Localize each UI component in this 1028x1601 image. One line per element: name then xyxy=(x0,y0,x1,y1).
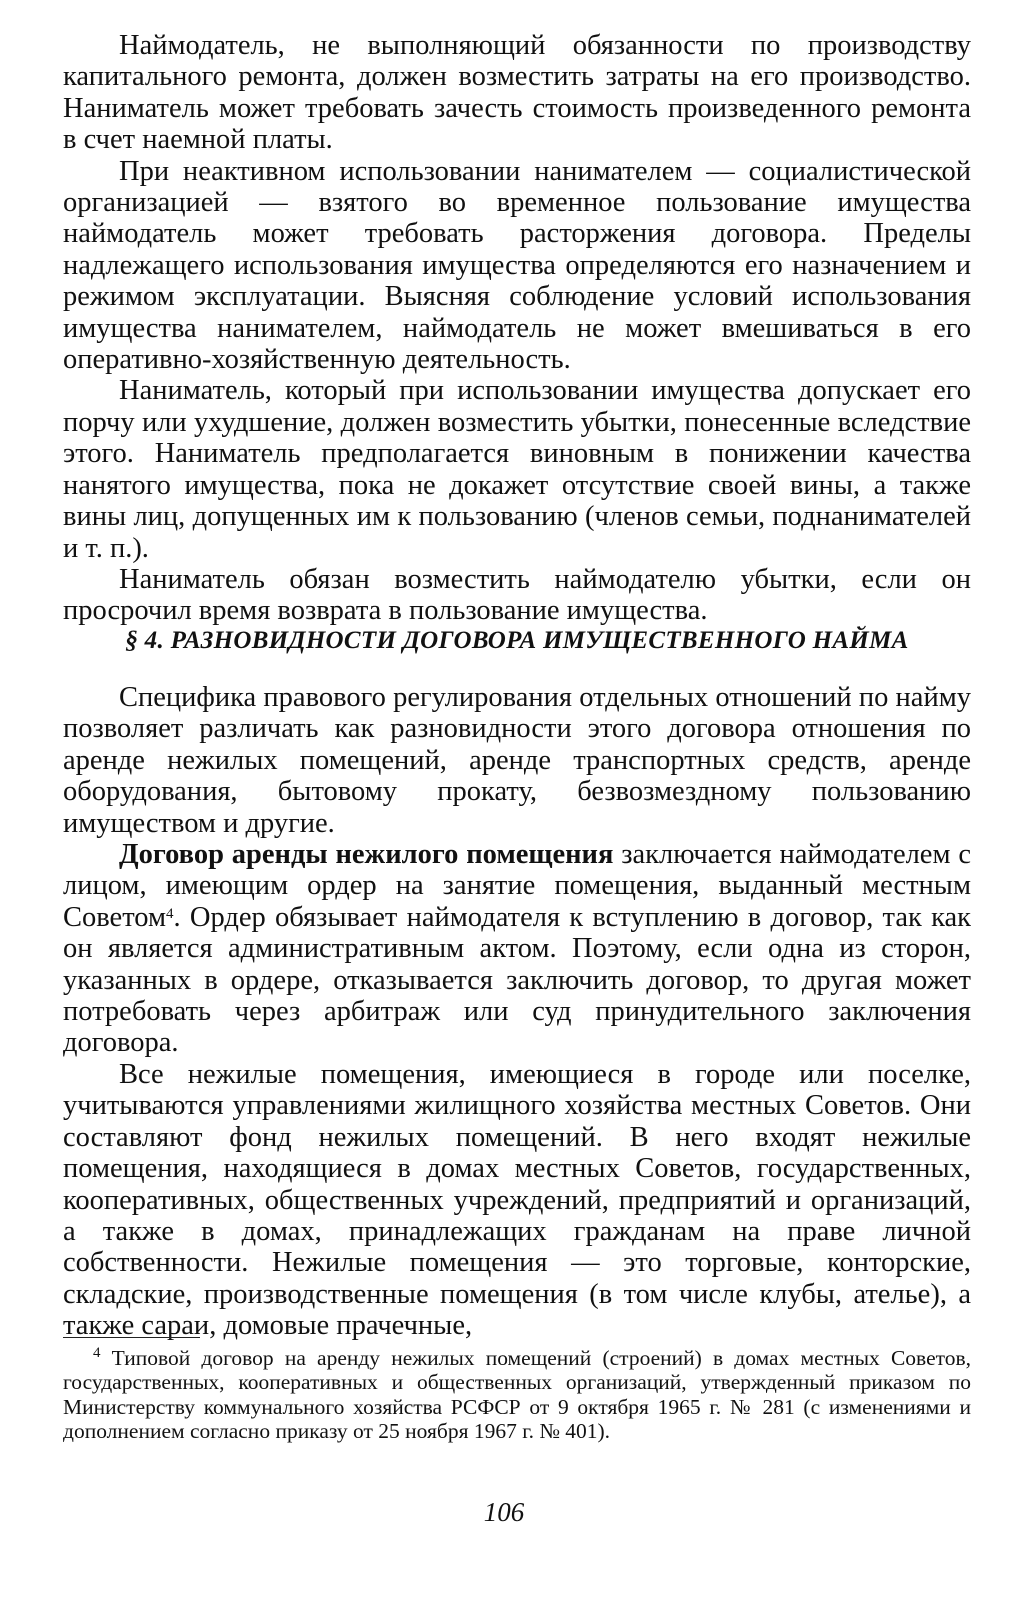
paragraph-capital-repair: Наймодатель, не выполняющий обязанности по производству капитального ремонта, должен возместить затраты на его производство. Наниматель может требовать зачесть стоимость произведенного ремонта в счет наемной платы. xyxy=(63,30,971,156)
footnote-reference[interactable]: 4 xyxy=(166,905,174,922)
footnote-text: Типовой договор на аренду нежилых помещений (строений) в домах местных Советов, государственных, кооперативных и общественных организаций, утвержденный приказом по Министерству коммунального хозяйства РСФСР от 9 октября 1965 г. № 281 (с изменениями и дополнением согласно приказу от 25 ноября 1967 г. № 401). xyxy=(63,1346,971,1444)
footnote xyxy=(63,1346,971,1444)
term-nonresidential-lease: Договор аренды нежилого помещения xyxy=(119,839,614,871)
paragraph-nonresidential-lease-part-a: заключается наймодателем с лицом, имеющим ордер на занятие помещения, выданный местным Советом xyxy=(63,839,971,933)
footnote-marker: 4 xyxy=(93,1345,101,1361)
paragraph-late-return: Наниматель обязан возместить наймодателю убытки, если он просрочил время возврата в пользование имущества. xyxy=(63,563,971,627)
book-page xyxy=(63,30,971,1527)
section-body xyxy=(63,682,971,1342)
section-heading: § 4. РАЗНОВИДНОСТИ ДОГОВОРА ИМУЩЕСТВЕННОГО НАЙМА xyxy=(125,627,909,654)
paragraph-nonresidential-lease xyxy=(63,839,971,1059)
page-number: 106 xyxy=(483,1497,525,1527)
paragraph-inactive-use: При неактивном использовании нанимателем — социалистической организацией — взятого во временное пользование имущества наймодатель может требовать расторжения договора. Пределы надлежащего использования имущества определяются его назначением и режимом эксплуатации. Выясняя соблюдение условий использования имущества нанимателем, наймодатель не может вмешиваться в его оперативно-хозяйственную деятельность. xyxy=(63,155,971,376)
paragraph-lease-kinds: Специфика правового регулирования отдельных отношений по найму позволяет различать как разновидности этого договора отношения по аренде нежилых помещений, аренде транспортных средств, аренде оборудования, бытовому прокату, безвозмездному пользованию имуществом и другие. xyxy=(63,682,971,839)
footnote-divider xyxy=(63,1337,200,1338)
paragraph-damage-liability: Наниматель, который при использовании имущества допускает его порчу или ухудшение, должен возместить убытки, понесенные вследствие этого. Наниматель предполагается виновным в понижении качества нанятого имущества, пока не докажет отсутствие своей вины, а также вины лиц, допущенных им к пользованию (членов семьи, поднанимателей и т. п.). xyxy=(63,375,971,564)
paragraph-nonresidential-lease-part-b: . Ордер обязывает наймодателя к вступлению в договор, так как он является административным актом. Поэтому, если одна из сторон, указанных в ордере, отказывается заключить договор, то другая может потребовать через арбитраж или суд принудительного заключения договора. xyxy=(63,901,971,1059)
paragraph-premises-fund: Все нежилые помещения, имеющиеся в городе или поселке, учитываются управлениями жилищного хозяйства местных Советов. Они составляют фонд нежилых помещений. В него входят нежилые помещения, находящиеся в домах местных Советов, государственных, кооперативных, общественных учреждений, предприятий и организаций, а также в домах, принадлежащих гражданам на праве личной собственности. Нежилые помещения — это торговые, конторские, складские, производственные помещения (в том числе клубы, ателье), а также сараи, домовые прачечные, xyxy=(63,1058,971,1342)
